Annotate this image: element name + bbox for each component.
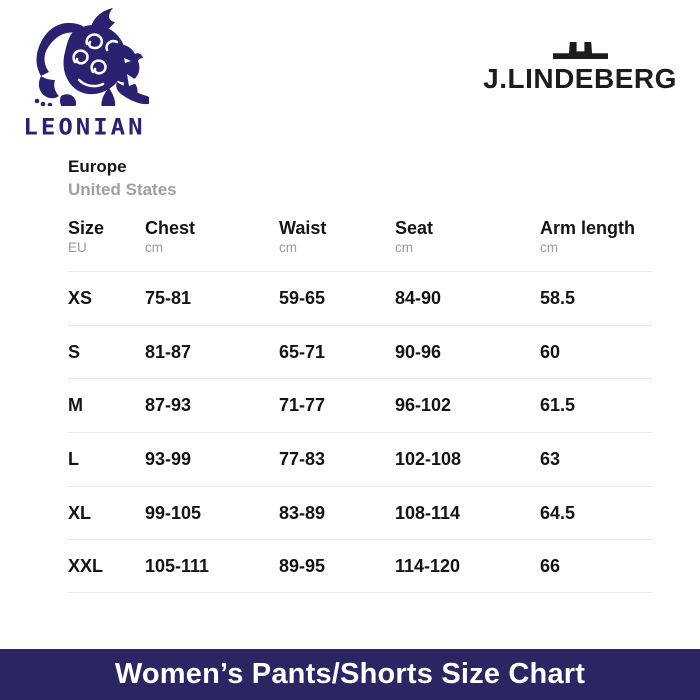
cell-seat: 96-102: [395, 395, 452, 416]
banner-title: Women’s Pants/Shorts Size Chart: [114, 658, 586, 690]
cell-chest: 81-87: [145, 341, 192, 362]
cell-arm-length: 58.5: [540, 287, 576, 308]
cell-size: XXL: [68, 555, 104, 576]
cell-waist: 77-83: [279, 448, 326, 469]
cell-seat: 108-114: [395, 502, 461, 523]
cell-waist: 65-71: [279, 341, 326, 362]
cell-size: S: [68, 341, 81, 362]
cell-seat: 114-120: [395, 555, 461, 576]
cell-seat: 102-108: [395, 448, 462, 469]
size-table: [68, 219, 652, 593]
footer-banner: [0, 649, 700, 700]
column-header-seat: Seat cm: [395, 218, 434, 255]
region-secondary-label: United States: [68, 180, 177, 199]
table-row: [68, 325, 652, 379]
leonian-lion-icon: [21, 6, 149, 106]
table-row: [68, 486, 652, 540]
column-header-waist: Waist cm: [279, 218, 327, 255]
region-primary-label: Europe: [68, 157, 127, 176]
leonian-logo: [12, 6, 157, 141]
table-row: [68, 539, 652, 593]
jlindeberg-logo: [476, 42, 684, 93]
cell-chest: 105-111: [145, 555, 210, 576]
table-row: [68, 432, 652, 486]
size-chart-content: [68, 158, 652, 593]
cell-waist: 89-95: [279, 555, 326, 576]
cell-waist: 83-89: [279, 502, 326, 523]
cell-size: L: [68, 448, 79, 469]
cell-chest: 75-81: [145, 287, 192, 308]
size-table-header: [68, 219, 652, 271]
cell-seat: 84-90: [395, 287, 442, 308]
cell-waist: 59-65: [279, 287, 326, 308]
cell-arm-length: 63: [540, 448, 561, 469]
cell-arm-length: 64.5: [540, 502, 576, 523]
cell-arm-length: 61.5: [540, 395, 576, 416]
table-row: [68, 378, 652, 432]
column-header-size: Size EU: [68, 218, 105, 255]
cell-waist: 71-77: [279, 395, 326, 416]
cell-seat: 90-96: [395, 341, 442, 362]
column-header-chest: Chest cm: [145, 218, 196, 255]
jl-bridge-icon: [553, 42, 608, 59]
cell-chest: 99-105: [145, 502, 202, 523]
cell-size: XS: [68, 287, 93, 308]
table-row: [68, 271, 652, 325]
cell-size: XL: [68, 502, 92, 523]
cell-arm-length: 60: [540, 341, 561, 362]
cell-arm-length: 66: [540, 555, 561, 576]
cell-chest: 93-99: [145, 448, 192, 469]
column-header-arm-length: Arm length cm: [540, 218, 636, 255]
cell-chest: 87-93: [145, 395, 192, 416]
cell-size: M: [68, 395, 83, 416]
jlindeberg-wordmark: J.LINDEBERG: [483, 63, 677, 94]
leonian-wordmark: LEONIAN: [23, 114, 146, 140]
